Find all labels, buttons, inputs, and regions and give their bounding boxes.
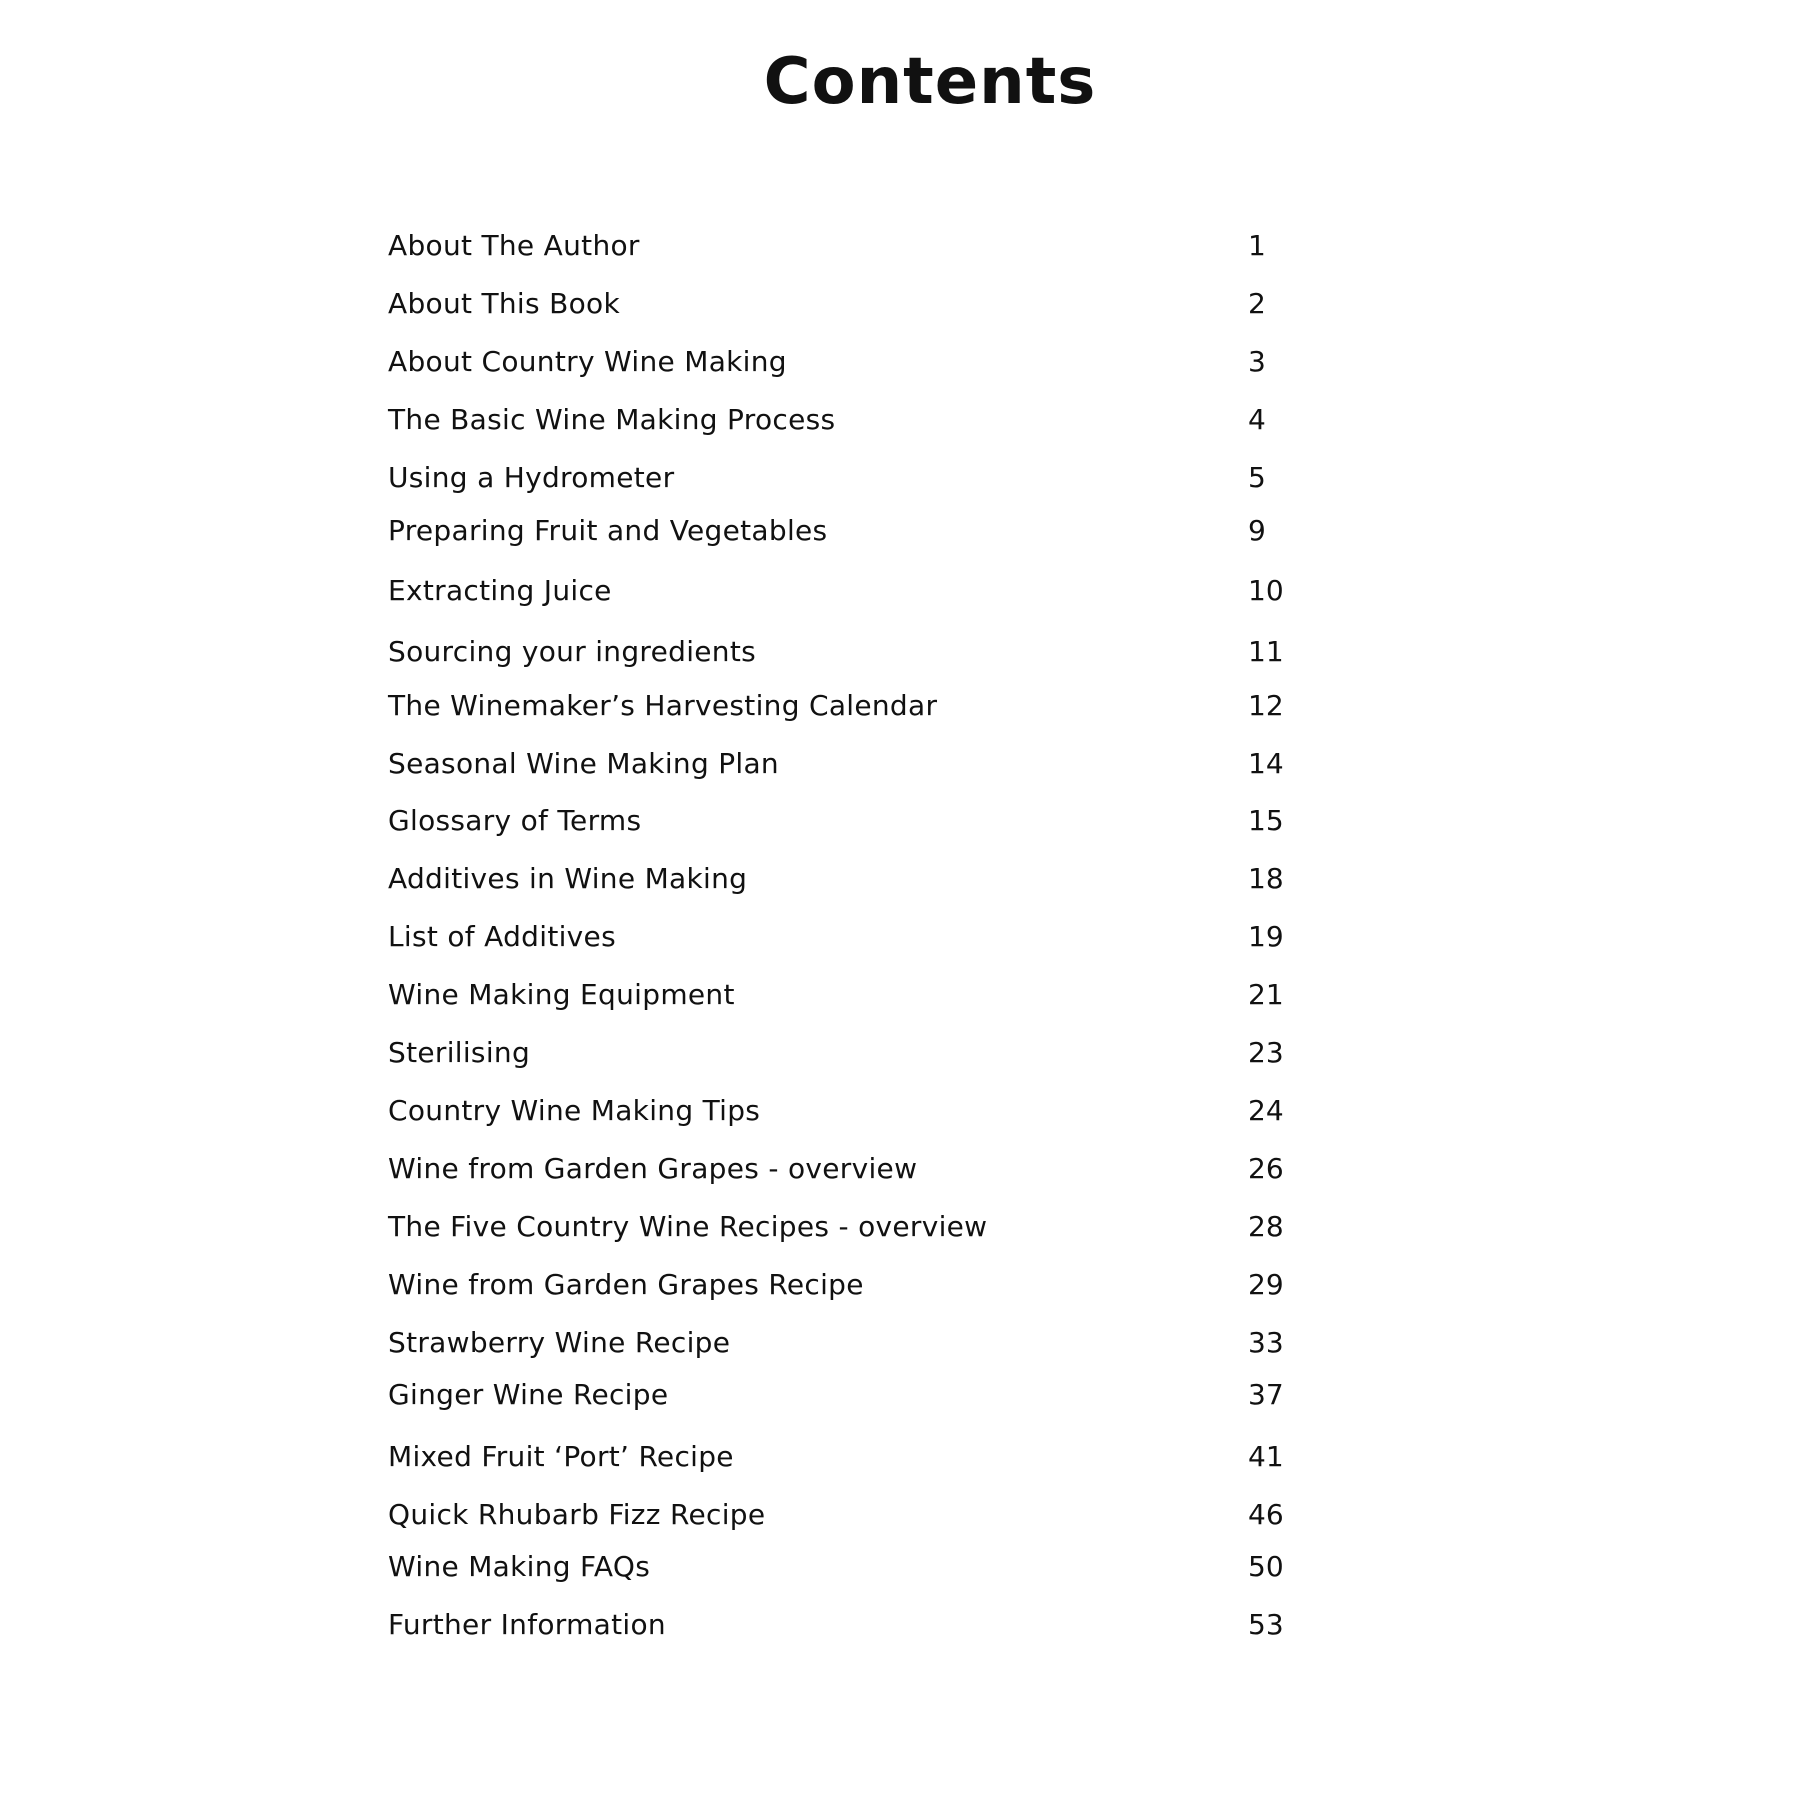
toc-entry-label: Wine from Garden Grapes Recipe: [388, 1268, 864, 1301]
toc-entry-page: 50: [1248, 1550, 1284, 1583]
toc-entry-label: Ginger Wine Recipe: [388, 1378, 669, 1411]
toc-entry-page: 23: [1248, 1036, 1284, 1069]
toc-entry-page: 37: [1248, 1378, 1284, 1411]
toc-entry: [0, 917, 1800, 957]
toc-entry: [0, 632, 1800, 672]
page-title: Contents: [763, 45, 1097, 119]
toc-entry-page: 3: [1248, 345, 1266, 378]
toc-entry-page: 28: [1248, 1210, 1284, 1243]
toc-entry: [0, 686, 1800, 726]
toc-entry-label: Seasonal Wine Making Plan: [388, 747, 779, 780]
toc-entry-label: The Basic Wine Making Process: [388, 403, 836, 436]
toc-entry: [0, 458, 1800, 498]
toc-entry-label: Further Information: [388, 1608, 666, 1641]
toc-entry-page: 41: [1248, 1440, 1284, 1473]
toc-entry: [0, 226, 1800, 266]
toc-entry-label: Mixed Fruit ‘Port’ Recipe: [388, 1440, 734, 1473]
toc-entry-label: List of Additives: [388, 920, 616, 953]
toc-entry: [0, 1375, 1800, 1415]
toc-entry-label: Quick Rhubarb Fizz Recipe: [388, 1498, 766, 1531]
toc-entry-label: Sterilising: [388, 1036, 531, 1069]
toc-entry-page: 9: [1248, 514, 1266, 547]
toc-entry-page: 1: [1248, 229, 1266, 262]
toc-entry-page: 5: [1248, 461, 1266, 494]
toc-entry-label: Extracting Juice: [388, 574, 612, 607]
toc-entry: [0, 1437, 1800, 1477]
toc-entry: [0, 1547, 1800, 1587]
toc-entry: [0, 342, 1800, 382]
toc-entry-page: 19: [1248, 920, 1284, 953]
toc-entry-label: Sourcing your ingredients: [388, 635, 757, 668]
toc-entry-page: 24: [1248, 1094, 1284, 1127]
toc-entry: [0, 400, 1800, 440]
toc-entry: [0, 1033, 1800, 1073]
toc-entry-label: Country Wine Making Tips: [388, 1094, 761, 1127]
toc-entry-page: 18: [1248, 862, 1284, 895]
toc-entry: [0, 1207, 1800, 1247]
toc-entry-label: Strawberry Wine Recipe: [388, 1326, 731, 1359]
toc-entry-page: 26: [1248, 1152, 1284, 1185]
toc-entry: [0, 1323, 1800, 1363]
toc-entry: [0, 511, 1800, 551]
toc-entry: [0, 1265, 1800, 1305]
toc-entry-label: Preparing Fruit and Vegetables: [388, 514, 828, 547]
toc-entry-label: About Country Wine Making: [388, 345, 787, 378]
toc-entry: [0, 1149, 1800, 1189]
toc-entry: [0, 744, 1800, 784]
toc-entry-page: 53: [1248, 1608, 1284, 1641]
toc-entry-page: 46: [1248, 1498, 1284, 1531]
toc-entry-label: Glossary of Terms: [388, 804, 642, 837]
toc-entry-label: Wine Making Equipment: [388, 978, 735, 1011]
toc-entry-page: 15: [1248, 804, 1284, 837]
toc-entry-label: Using a Hydrometer: [388, 461, 675, 494]
toc-entry: [0, 1605, 1800, 1645]
toc-entry-page: 2: [1248, 287, 1266, 320]
toc-entry-label: About This Book: [388, 287, 620, 320]
toc-entry-page: 21: [1248, 978, 1284, 1011]
toc-entry-label: The Five Country Wine Recipes - overview: [388, 1210, 988, 1243]
toc-entry: [0, 1091, 1800, 1131]
toc-entry-label: Wine from Garden Grapes - overview: [388, 1152, 918, 1185]
toc-entry-label: About The Author: [388, 229, 640, 262]
toc-entry-page: 14: [1248, 747, 1284, 780]
toc-entry-page: 33: [1248, 1326, 1284, 1359]
toc-entry-page: 11: [1248, 635, 1284, 668]
toc-entry: [0, 975, 1800, 1015]
toc-entry-page: 12: [1248, 689, 1284, 722]
toc-entry: [0, 571, 1800, 611]
toc-entry-label: Additives in Wine Making: [388, 862, 748, 895]
toc-entry-page: 10: [1248, 574, 1284, 607]
toc-entry: [0, 1495, 1800, 1535]
toc-entry-label: Wine Making FAQs: [388, 1550, 651, 1583]
toc-entry: [0, 801, 1800, 841]
toc-entry: [0, 284, 1800, 324]
toc-entry-label: The Winemaker’s Harvesting Calendar: [388, 689, 938, 722]
toc-entry-page: 29: [1248, 1268, 1284, 1301]
toc-entry-page: 4: [1248, 403, 1266, 436]
toc-entry: [0, 859, 1800, 899]
